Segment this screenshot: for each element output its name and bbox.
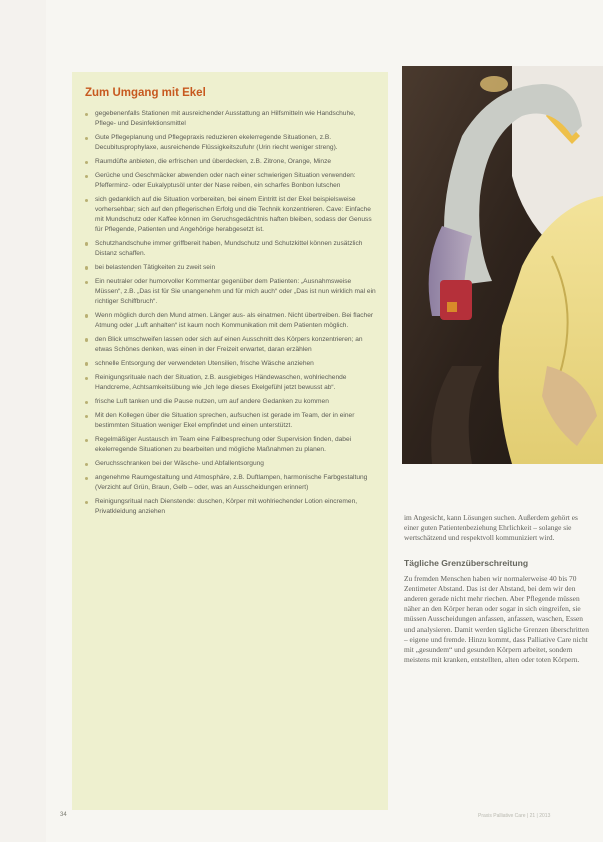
list-item: Gute Pflegeplanung und Pflegepraxis reduzieren ekelerregende Situationen, z.B. Decubitusprophylaxe, ausreichende Flüssigkeitszufuhr (Urin riecht weniger streng). [85,133,378,153]
list-item: Gerüche und Geschmäcker abwenden oder nach einer schwierigen Situation verwenden: Pfefferminz- oder Eukalyptusöl unter der Nase reiben, ein scharfes Bonbon lutschen [85,171,378,191]
article-body: Zu fremden Menschen haben wir normalerweise 40 bis 70 Zentimeter Abstand. Das ist der Abstand, bei dem wir den anderen gerade nicht mehr riechen. Aber Pflegende müssen näher an den Körper heran oder sogar in sich eingreifen, sie müssen Ausscheidungen anfassen, anfassen, waschen, Essen und analysieren. Damit werden tägliche Grenzen überschritten – eigene und fremde. Hinzu kommt, dass Palliative Care nicht mit „gesundem“ und gesunden Körpern arbeitet, sondern meistens mit kranken, entstellten, alten oder toten Körpern. [404,573,589,665]
list-item: frische Luft tanken und die Pause nutzen, um auf andere Gedanken zu kommen [85,397,378,407]
page-number: 34 [60,812,67,818]
list-item: gegebenenfalls Stationen mit ausreichender Ausstattung an Hilfsmitteln wie Handschuhe, Pflege- und Desinfektionsmittel [85,109,378,129]
list-item: Schutzhandschuhe immer griffbereit haben, Mundschutz und Schutzkittel können zusätzlich Distanz schaffen. [85,239,378,259]
photo-illustration [402,66,603,464]
list-item: Reinigungsrituale nach der Situation, z.B. ausgiebiges Händewaschen, wohlriechende Handcreme, Achtsamkeitsübung wie „Ich lege dieses Ekelgefühl jetzt bewusst ab“. [85,373,378,393]
list-item: Reinigungsritual nach Dienstende: duschen, Körper mit wohlriechender Lotion eincremen, Privatkleidung anziehen [85,497,378,517]
list-item: Geruchsschranken bei der Wäsche- und Abfallentsorgung [85,459,378,469]
info-box [72,72,388,810]
list-item: schnelle Entsorgung der verwendeten Utensilien, frische Wäsche anziehen [85,359,378,369]
list-item: sich gedanklich auf die Situation vorbereiten, bei einem Eintritt ist der Ekel beispielsweise vorhersehbar; sich auf den pflegerischen Erfolg und die Technik konzentrieren. Cave: Einfache mit Mundschutz oder Kaffee können im Geruchsgedächtnis haften bleiben, sodass der Genuss für Pflegende, Patienten und Angehörige herabgesetzt ist. [85,195,378,235]
box-title: Zum Umgang mit Ekel [85,87,206,99]
list-item: Mit den Kollegen über die Situation sprechen, aufsuchen ist gerade im Team, der in einer bestimmten Situation weniger Ekel empfindet und einen unterstützt. [85,411,378,431]
list-item: bei belastenden Tätigkeiten zu zweit sein [85,263,378,273]
photo-care-scene [402,66,603,464]
list-item: Wenn möglich durch den Mund atmen. Länger aus- als einatmen. Nicht übertreiben. Bei flacher Atmung oder „Luft anhalten“ ist kaum noch Kommunikation mit dem Patienten möglich. [85,311,378,331]
article-intro: im Angesicht, kann Lösungen suchen. Außerdem gehört es einer guten Patientenbeziehung Ehrlichkeit – solange sie wertschätzend und respektvoll kommuniziert wird. [404,513,578,543]
list-item: Ein neutraler oder humorvoller Kommentar gegenüber dem Patienten: „Ausnahmsweise Müssen“, z.B. „Das ist für Sie unangenehm und für mich auch“ oder „Das ist nun wirklich mal ein richtiger Schiffbruch“. [85,277,378,307]
list-item: den Blick umschweifen lassen oder sich auf einen Ausschnitt des Körpers konzentrieren; an etwas Schönes denken, was einen in der Freizeit erwartet, daran erzählen [85,335,378,355]
journal-footer: Praxis Palliative Care | 21 | 2013 [478,813,551,819]
list-item: Raumdüfte anbieten, die erfrischen und überdecken, z.B. Zitrone, Orange, Minze [85,157,378,167]
tips-list [85,109,378,517]
list-item: angenehme Raumgestaltung und Atmosphäre, z.B. Duftlampen, harmonische Farbgestaltung (Verzicht auf Grün, Braun, Gelb – oder, was an Ausscheidungen erinnert) [85,473,378,493]
section-heading: Tägliche Grenzüberschreitung [404,557,529,568]
list-item: Regelmäßiger Austausch im Team eine Fallbesprechung oder Supervision finden, dabei ekelerregende Situationen zu bearbeiten und mögliche Maßnahmen zu planen. [85,435,378,455]
article-column [404,513,592,665]
